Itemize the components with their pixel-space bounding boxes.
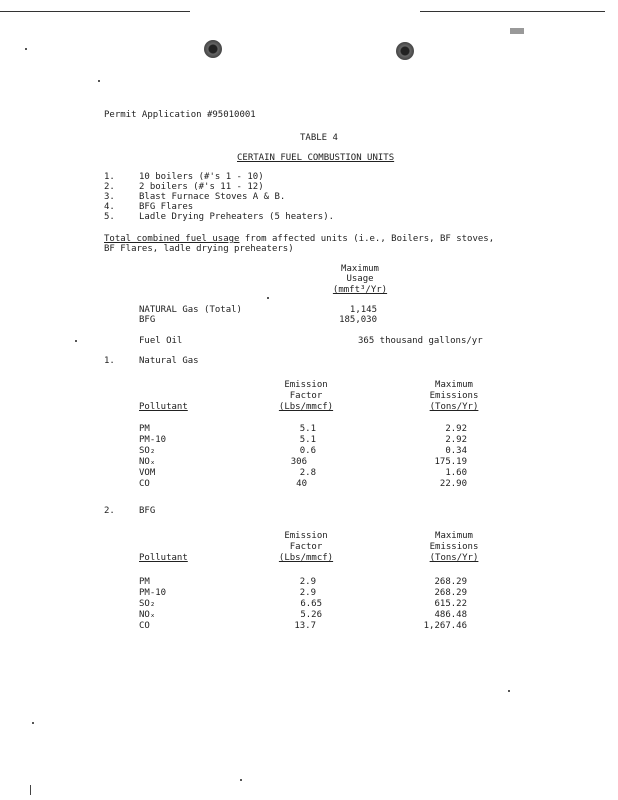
usage-header-l2: Usage <box>346 274 374 284</box>
unit-number: 1. <box>104 172 115 182</box>
s2-factor: 2.9 <box>299 588 316 598</box>
s2-ef-header-l2: Factor <box>289 542 323 552</box>
scan-mark <box>30 785 31 795</box>
section2-number: 2. <box>104 506 115 516</box>
scan-edge-line <box>0 11 190 12</box>
usage-header-l1: Maximum <box>341 264 379 274</box>
scan-edge-line <box>420 11 605 12</box>
s2-me-header-l2: Emissions <box>429 542 479 552</box>
s1-emission: 22.90 <box>439 479 467 489</box>
permit-number: Permit Application #95010001 <box>104 110 256 120</box>
s1-emission: 2.92 <box>445 424 467 434</box>
punch-hole <box>396 42 414 60</box>
s1-emission: 1.60 <box>445 468 467 478</box>
s1-emission: 0.34 <box>445 446 467 456</box>
fuel-oil-value: 365 thousand gallons/yr <box>358 336 483 346</box>
s2-factor: 2.9 <box>299 577 316 587</box>
s1-me-header-l1: Maximum <box>435 380 473 390</box>
scan-speck <box>98 80 100 82</box>
s1-pollutant: NOₓ <box>139 457 156 467</box>
scan-speck <box>75 340 77 342</box>
s1-ef-header-unit: (Lbs/mmcf) <box>278 402 334 412</box>
unit-number: 5. <box>104 212 115 222</box>
scan-speck <box>32 722 34 724</box>
s1-ef-header-l1: Emission <box>284 380 328 390</box>
s2-pollutant: PM <box>139 577 150 587</box>
combined-usage-line2: BF Flares, ladle drying preheaters) <box>104 244 294 254</box>
scan-speck <box>267 297 269 299</box>
s1-factor: 40 <box>296 479 307 489</box>
fuel-value: 1,145 <box>349 305 377 315</box>
combined-usage-line1 <box>104 234 494 244</box>
unit-text: 2 boilers (#'s 11 - 12) <box>139 182 264 192</box>
unit-number: 4. <box>104 202 115 212</box>
fuel-name: NATURAL Gas (Total) <box>139 305 242 315</box>
section2-title: BFG <box>139 506 156 516</box>
unit-text: Blast Furnace Stoves A & B. <box>139 192 286 202</box>
s2-emission: 1,267.46 <box>423 621 467 631</box>
s2-emission: 486.48 <box>434 610 467 620</box>
fuel-value: 185,030 <box>339 315 377 325</box>
scan-speck <box>508 690 510 692</box>
s1-factor: 2.8 <box>299 468 316 478</box>
s2-factor: 5.26 <box>300 610 322 620</box>
fuel-name: BFG <box>139 315 156 325</box>
s1-me-header-l2: Emissions <box>429 391 479 401</box>
s2-emission: 615.22 <box>434 599 467 609</box>
s2-emission: 268.29 <box>434 588 467 598</box>
s1-pollutant: CO <box>139 479 150 489</box>
s2-pollutant-header: Pollutant <box>139 553 188 563</box>
s2-pollutant: CO <box>139 621 150 631</box>
table-title: CERTAIN FUEL COMBUSTION UNITS <box>237 153 395 163</box>
unit-number: 3. <box>104 192 115 202</box>
unit-text: BFG Flares <box>139 202 194 212</box>
section1-number: 1. <box>104 356 115 366</box>
section1-title: Natural Gas <box>139 356 199 366</box>
scan-speck <box>240 779 242 781</box>
s1-pollutant: PM <box>139 424 150 434</box>
s2-factor: 6.65 <box>300 599 322 609</box>
s1-factor: 306 <box>290 457 307 467</box>
s2-pollutant: SO₂ <box>139 599 156 609</box>
s1-ef-header-l2: Factor <box>289 391 323 401</box>
s1-pollutant-header: Pollutant <box>139 402 188 412</box>
s2-pollutant: PM-10 <box>139 588 167 598</box>
unit-text: Ladle Drying Preheaters (5 heaters). <box>139 212 335 222</box>
s1-emission: 2.92 <box>445 435 467 445</box>
s1-pollutant: PM-10 <box>139 435 167 445</box>
table-number: TABLE 4 <box>300 133 338 143</box>
s2-pollutant: NOₓ <box>139 610 156 620</box>
s1-factor: 5.1 <box>299 424 316 434</box>
usage-header-unit: (mmft³/Yr) <box>332 285 388 295</box>
s1-pollutant: SO₂ <box>139 446 156 456</box>
fuel-oil-name: Fuel Oil <box>139 336 183 346</box>
scan-speck <box>25 48 27 50</box>
s2-me-header-unit: (Tons/Yr) <box>429 553 479 563</box>
s2-me-header-l1: Maximum <box>435 531 473 541</box>
scan-stamp-mark <box>510 28 524 34</box>
punch-hole <box>204 40 222 58</box>
s1-factor: 0.6 <box>299 446 316 456</box>
combined-usage-rest: from affected units (i.e., Boilers, BF stoves, <box>239 234 495 244</box>
s1-me-header-unit: (Tons/Yr) <box>429 402 479 412</box>
s1-emission: 175.19 <box>434 457 467 467</box>
s2-factor: 13.7 <box>294 621 316 631</box>
s1-factor: 5.1 <box>299 435 316 445</box>
s1-pollutant: VOM <box>139 468 156 478</box>
s2-ef-header-unit: (Lbs/mmcf) <box>278 553 334 563</box>
s2-ef-header-l1: Emission <box>284 531 328 541</box>
s2-emission: 268.29 <box>434 577 467 587</box>
unit-number: 2. <box>104 182 115 192</box>
unit-text: 10 boilers (#'s 1 - 10) <box>139 172 264 182</box>
combined-usage-lead: Total combined fuel usage <box>104 234 240 244</box>
